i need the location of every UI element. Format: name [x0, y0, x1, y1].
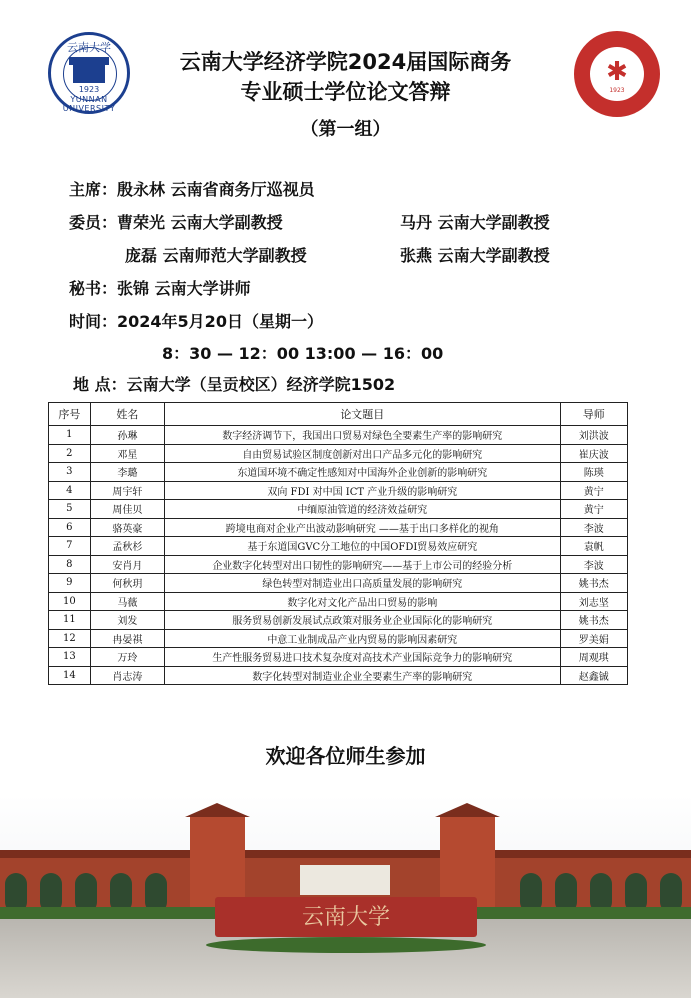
cell-student: 邓星 — [90, 444, 164, 463]
cell-advisor: 黄宁 — [560, 500, 627, 519]
table-row — [49, 648, 628, 667]
table-row — [49, 574, 628, 593]
table-row — [49, 481, 628, 500]
campus-photo — [0, 795, 691, 998]
table-row — [49, 518, 628, 537]
welcome-text: 欢迎各位师生参加 — [265, 744, 426, 768]
group-label: （第一组） — [300, 119, 391, 140]
member-1: 曹荣光 云南大学副教授 — [117, 213, 283, 232]
chair-label: 主席： — [69, 180, 118, 199]
time-label: 时间： — [69, 312, 118, 331]
distant-hall — [300, 865, 390, 895]
cell-no: 9 — [49, 574, 91, 593]
cell-no: 6 — [49, 518, 91, 537]
cell-advisor: 刘洪波 — [560, 426, 627, 445]
cell-title: 跨境电商对企业产出波动影响研究 ——基于出口多样化的视角 — [165, 518, 560, 537]
cell-advisor: 陈瑛 — [560, 463, 627, 482]
cell-title: 绿色转型对制造业出口高质量发展的影响研究 — [165, 574, 560, 593]
cell-student: 孟秋杉 — [90, 537, 164, 556]
table-row — [49, 592, 628, 611]
member-3: 庞磊 云南师范大学副教授 — [125, 246, 307, 265]
secretary-row — [69, 276, 251, 299]
cell-no: 2 — [49, 444, 91, 463]
chair-text: 殷永林 云南省商务厅巡视员 — [117, 180, 315, 199]
cell-title: 基于东道国GVC分工地位的中国OFDI贸易效应研究 — [165, 537, 560, 556]
cell-advisor: 姚书杰 — [560, 611, 627, 630]
cell-title: 双向 FDI 对中国 ICT 产业升级的影响研究 — [165, 481, 560, 500]
logo-year: 1923 — [78, 85, 100, 94]
col-header-name: 姓名 — [90, 403, 164, 426]
col-header-no: 序号 — [49, 403, 91, 426]
monument-text: 云南大学 — [301, 905, 391, 930]
logo-ring-text: YUNNAN UNIVERSITY — [62, 95, 116, 113]
cell-advisor: 袁帆 — [560, 537, 627, 556]
cell-title: 中意工业制成品产业内贸易的影响因素研究 — [165, 629, 560, 648]
time-row — [69, 309, 323, 332]
cell-student: 周佳贝 — [90, 500, 164, 519]
cell-no: 4 — [49, 481, 91, 500]
cell-student: 何秋玥 — [90, 574, 164, 593]
flower-bed — [206, 937, 486, 953]
cell-title: 数字化对文化产品出口贸易的影响 — [165, 592, 560, 611]
table-row — [49, 629, 628, 648]
table-row — [49, 444, 628, 463]
members-row-1 — [69, 210, 283, 233]
cell-student: 李璐 — [90, 463, 164, 482]
page-title-line2: 专业硕士学位论文答辩 — [240, 80, 451, 104]
cell-no: 5 — [49, 500, 91, 519]
chair-row — [69, 177, 315, 200]
cell-student: 孙琳 — [90, 426, 164, 445]
table-row — [49, 555, 628, 574]
table-row — [49, 426, 628, 445]
table-row — [49, 611, 628, 630]
table-row — [49, 500, 628, 519]
members-label: 委员： — [69, 213, 118, 232]
cell-advisor: 赵鑫铖 — [560, 666, 627, 685]
cell-advisor: 刘志坚 — [560, 592, 627, 611]
cell-no: 3 — [49, 463, 91, 482]
cell-advisor: 周观琪 — [560, 648, 627, 667]
cell-no: 8 — [49, 555, 91, 574]
cell-title: 数字化转型对制造业企业全要素生产率的影响研究 — [165, 666, 560, 685]
cell-no: 12 — [49, 629, 91, 648]
cell-advisor: 李波 — [560, 555, 627, 574]
cell-no: 7 — [49, 537, 91, 556]
place-label: 地 点： — [73, 375, 127, 394]
cell-student: 冉晏祺 — [90, 629, 164, 648]
arcade-roof — [0, 850, 691, 858]
page-title-line1: 云南大学经济学院2024届国际商务 — [179, 50, 512, 74]
thesis-table — [48, 402, 628, 685]
member-4: 张燕 云南大学副教授 — [400, 246, 550, 265]
cell-title: 服务贸易创新发展试点政策对服务业企业国际化的影响研究 — [165, 611, 560, 630]
cell-title: 数字经济调节下，我国出口贸易对绿色全要素生产率的影响研究 — [165, 426, 560, 445]
time-date: 2024年5月20日（星期一） — [117, 312, 323, 331]
cell-title: 企业数字化转型对出口韧性的影响研究——基于上市公司的经验分析 — [165, 555, 560, 574]
seal-glyph-icon: ✱ — [606, 57, 628, 87]
cell-title: 东道国环境不确定性感知对中国海外企业创新的影响研究 — [165, 463, 560, 482]
cell-advisor: 李波 — [560, 518, 627, 537]
logo-seal-text: 云南大学 — [67, 41, 111, 54]
cell-student: 骆英豪 — [90, 518, 164, 537]
table-row — [49, 666, 628, 685]
cell-no: 13 — [49, 648, 91, 667]
cell-no: 10 — [49, 592, 91, 611]
member-2: 马丹 云南大学副教授 — [400, 213, 550, 232]
cell-advisor: 姚书杰 — [560, 574, 627, 593]
col-header-title: 论文题目 — [165, 403, 560, 426]
cell-title: 中缅原油管道的经济效益研究 — [165, 500, 560, 519]
table-body — [49, 426, 628, 685]
table-header-row — [49, 403, 628, 426]
cell-advisor: 崔庆波 — [560, 444, 627, 463]
cell-title: 生产性服务贸易进口技术复杂度对高技术产业国际竞争力的影响研究 — [165, 648, 560, 667]
cell-no: 1 — [49, 426, 91, 445]
secretary-text: 张锦 云南大学讲师 — [117, 279, 251, 298]
col-header-advisor: 导师 — [560, 403, 627, 426]
cell-advisor: 罗美娟 — [560, 629, 627, 648]
cell-title: 自由贸易试验区制度创新对出口产品多元化的影响研究 — [165, 444, 560, 463]
cell-student: 万玲 — [90, 648, 164, 667]
table-row — [49, 463, 628, 482]
cell-no: 14 — [49, 666, 91, 685]
table-row — [49, 537, 628, 556]
cell-student: 周宇轩 — [90, 481, 164, 500]
seal-year: 1923 — [609, 87, 625, 94]
time-slots: 8：30 — 12：00 13:00 — 16：00 — [162, 344, 444, 363]
cell-student: 马薇 — [90, 592, 164, 611]
secretary-label: 秘书： — [69, 279, 118, 298]
cell-student: 肖志涛 — [90, 666, 164, 685]
cell-student: 刘发 — [90, 611, 164, 630]
place-text: 云南大学（呈贡校区）经济学院1502 — [126, 375, 396, 394]
cell-no: 11 — [49, 611, 91, 630]
place-row — [73, 372, 395, 395]
cell-advisor: 黄宁 — [560, 481, 627, 500]
cell-student: 安肖月 — [90, 555, 164, 574]
